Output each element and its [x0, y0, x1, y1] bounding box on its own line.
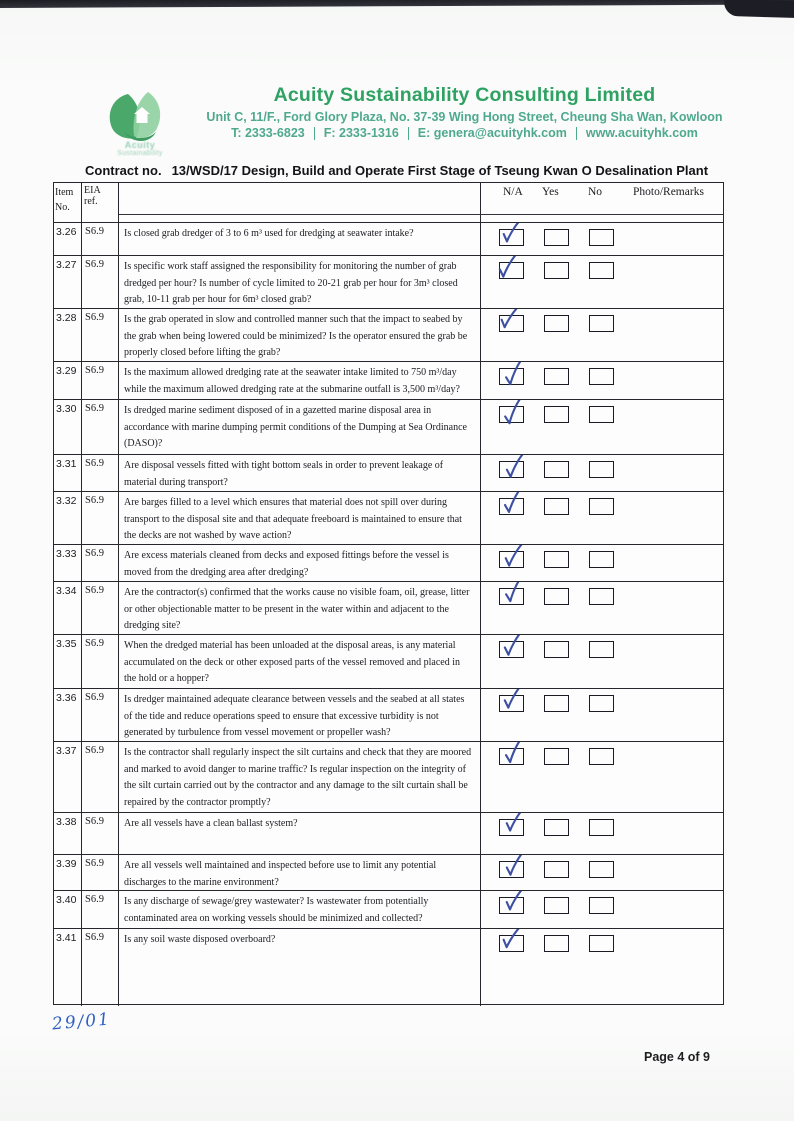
row-item-no: 3.40 — [54, 891, 82, 928]
na-checkbox[interactable] — [499, 229, 524, 246]
row-answers — [481, 400, 723, 454]
table-row — [54, 545, 723, 582]
contract-title — [85, 163, 708, 178]
row-item-no: 3.41 — [54, 929, 82, 1006]
row-eia-ref: S6.9 — [82, 813, 119, 854]
row-question: Are disposal vessels fitted with tight bottom seals in order to prevent leakage of material during transport? — [119, 455, 481, 491]
na-checkbox[interactable] — [499, 935, 524, 952]
row-question: Are excess materials cleaned from decks and exposed fittings before the vessel is moved from the dredging area after dredging? — [119, 545, 481, 581]
row-item-no: 3.39 — [54, 855, 82, 890]
row-answers — [481, 855, 723, 890]
row-answers — [481, 455, 723, 491]
column-header-eia-ref: EIA ref. — [82, 183, 119, 222]
row-eia-ref: S6.9 — [82, 309, 119, 361]
fax-number: F: 2333-1316 — [323, 126, 399, 140]
row-answers — [481, 362, 723, 399]
row-question: Is dredged marine sediment disposed of in a gazetted marine disposal area in accordance with marine dumping permit conditions of the Dumping at Sea Ordinance (DASO)? — [119, 400, 481, 454]
row-answers — [481, 256, 723, 308]
row-question: Are the contractor(s) confirmed that the works cause no visible foam, oil, grease, litter or other objectionable matter to be present in the water within and adjacent to the dredging site? — [119, 582, 481, 634]
checklist-table — [53, 182, 724, 1005]
logo-caption-line2: Sustainability — [117, 150, 163, 157]
table-row — [54, 855, 723, 891]
yes-checkbox[interactable] — [544, 695, 569, 712]
row-eia-ref: S6.9 — [82, 582, 119, 634]
no-checkbox[interactable] — [589, 748, 614, 765]
row-eia-ref: S6.9 — [82, 223, 119, 255]
no-checkbox[interactable] — [589, 588, 614, 605]
yes-checkbox[interactable] — [544, 935, 569, 952]
row-question: Is any discharge of sewage/grey wastewater? Is wastewater from potentially contaminated area on working vessels should be minimized and collected? — [119, 891, 481, 928]
na-checkbox[interactable] — [499, 897, 524, 914]
row-answers — [481, 689, 723, 741]
header-double-rule — [119, 214, 723, 215]
row-eia-ref: S6.9 — [82, 689, 119, 741]
scan-edge-artifact — [0, 0, 794, 8]
phone-number: T: 2333-6823 — [231, 126, 305, 140]
row-answers — [481, 545, 723, 581]
table-row — [54, 635, 723, 689]
no-checkbox[interactable] — [589, 315, 614, 332]
no-checkbox[interactable] — [589, 551, 614, 568]
column-header-yes: Yes — [542, 186, 559, 198]
row-question: Is dredger maintained adequate clearance between vessels and the seabed at all states of the tide and reduce operations speed to ensure that excessive turbidity is not generated by turbulence from vessel movement or propeller wash? — [119, 689, 481, 741]
row-question: Is the contractor shall regularly inspect the silt curtains and check that they are moored and marked to avoid danger to marine traffic? Is regular inspection on the integrity of the silt curtain carried out by the contractor and any damage to the silt curtain shall be repaired by the contractor promptly? — [119, 742, 481, 812]
letterhead — [80, 84, 734, 164]
yes-checkbox[interactable] — [544, 588, 569, 605]
table-row — [54, 582, 723, 635]
table-row — [54, 455, 723, 492]
letterhead-text — [195, 84, 734, 140]
yes-checkbox[interactable] — [544, 229, 569, 246]
row-question: Is the maximum allowed dredging rate at the seawater intake limited to 750 m³/day while the maximum allowed dredging rate at the submarine outfall is 3,500 m³/day? — [119, 362, 481, 399]
row-question: Are all vessels have a clean ballast system? — [119, 813, 481, 854]
column-header-no: No — [588, 186, 603, 198]
no-checkbox[interactable] — [589, 498, 614, 515]
no-checkbox[interactable] — [589, 897, 614, 914]
company-name: Acuity Sustainability Consulting Limited — [273, 84, 656, 106]
na-checkbox[interactable] — [499, 861, 524, 878]
row-eia-ref: S6.9 — [82, 492, 119, 544]
yes-checkbox[interactable] — [544, 897, 569, 914]
row-question: Is any soil waste disposed overboard? — [119, 929, 481, 1006]
row-eia-ref: S6.9 — [82, 742, 119, 812]
acuity-leaf-logo-icon — [90, 86, 190, 170]
table-row — [54, 362, 723, 400]
yes-checkbox[interactable] — [544, 498, 569, 515]
scan-corner-artifact — [724, 0, 794, 18]
row-answers — [481, 582, 723, 634]
row-eia-ref: S6.9 — [82, 635, 119, 688]
na-checkbox[interactable] — [499, 406, 524, 423]
table-header-row — [54, 183, 723, 223]
table-row — [54, 813, 723, 855]
row-item-no: 3.33 — [54, 545, 82, 581]
row-item-no: 3.28 — [54, 309, 82, 361]
na-checkbox[interactable] — [499, 588, 524, 605]
row-item-no: 3.35 — [54, 635, 82, 688]
na-checkbox[interactable] — [499, 262, 524, 279]
row-item-no: 3.27 — [54, 256, 82, 308]
row-eia-ref: S6.9 — [82, 891, 119, 928]
yes-checkbox[interactable] — [544, 641, 569, 658]
website-url: www.acuityhk.com — [585, 126, 698, 140]
table-row — [54, 256, 723, 309]
row-answers — [481, 492, 723, 544]
row-answers — [481, 223, 723, 255]
yes-checkbox[interactable] — [544, 819, 569, 836]
table-row — [54, 689, 723, 742]
no-checkbox[interactable] — [589, 368, 614, 385]
row-item-no: 3.34 — [54, 582, 82, 634]
yes-checkbox[interactable] — [544, 262, 569, 279]
handwritten-date-note: 29/01 — [51, 1009, 112, 1035]
column-header-item-no: Item No. — [54, 183, 82, 222]
row-answers — [481, 929, 723, 1006]
row-eia-ref: S6.9 — [82, 855, 119, 890]
table-row — [54, 309, 723, 362]
row-question: When the dredged material has been unloaded at the disposal areas, is any material accumulated on the deck or other exposed parts of the vessel removed and placed in the hold or a hopper? — [119, 635, 481, 688]
yes-checkbox[interactable] — [544, 551, 569, 568]
no-checkbox[interactable] — [589, 819, 614, 836]
logo-caption — [94, 140, 186, 157]
na-checkbox[interactable] — [499, 551, 524, 568]
column-header-photo-remarks: Photo/Remarks — [633, 186, 704, 198]
row-eia-ref: S6.9 — [82, 400, 119, 454]
row-eia-ref: S6.9 — [82, 545, 119, 581]
no-checkbox[interactable] — [589, 229, 614, 246]
row-answers — [481, 309, 723, 361]
row-item-no: 3.29 — [54, 362, 82, 399]
na-checkbox[interactable] — [499, 461, 524, 478]
na-checkbox[interactable] — [499, 641, 524, 658]
no-checkbox[interactable] — [589, 461, 614, 478]
table-row — [54, 891, 723, 929]
no-checkbox[interactable] — [589, 935, 614, 952]
na-checkbox[interactable] — [499, 315, 524, 332]
na-checkbox[interactable] — [499, 819, 524, 836]
row-item-no: 3.31 — [54, 455, 82, 491]
column-header-answers — [481, 183, 723, 222]
row-question: Is closed grab dredger of 3 to 6 m³ used for dredging at seawater intake? — [119, 223, 481, 255]
yes-checkbox[interactable] — [544, 861, 569, 878]
row-answers — [481, 891, 723, 928]
row-item-no: 3.38 — [54, 813, 82, 854]
separator — [576, 127, 577, 140]
na-checkbox[interactable] — [499, 498, 524, 515]
table-row — [54, 742, 723, 813]
table-row — [54, 223, 723, 256]
row-question: Is the grab operated in slow and controlled manner such that the impact to seabed by the grab when being lowered could be minimized? Is the operator ensured the grab be properly closed before lifting the grab? — [119, 309, 481, 361]
row-eia-ref: S6.9 — [82, 455, 119, 491]
na-checkbox[interactable] — [499, 368, 524, 385]
row-question: Are barges filled to a level which ensures that material does not spill over during transport to the disposal site and that adequate freeboard is maintained to ensure that the decks are not washed by wave action? — [119, 492, 481, 544]
row-item-no: 3.32 — [54, 492, 82, 544]
yes-checkbox[interactable] — [544, 461, 569, 478]
column-header-na: N/A — [503, 186, 523, 198]
table-body — [54, 223, 723, 1006]
table-row — [54, 492, 723, 545]
table-row — [54, 400, 723, 455]
contract-label: Contract no. — [85, 163, 162, 178]
row-item-no: 3.30 — [54, 400, 82, 454]
row-eia-ref: S6.9 — [82, 929, 119, 1006]
row-item-no: 3.36 — [54, 689, 82, 741]
row-question: Are all vessels well maintained and inspected before use to limit any potential discharges to the marine environment? — [119, 855, 481, 890]
row-answers — [481, 813, 723, 854]
table-row — [54, 929, 723, 1006]
na-checkbox[interactable] — [499, 748, 524, 765]
row-item-no: 3.37 — [54, 742, 82, 812]
no-checkbox[interactable] — [589, 641, 614, 658]
yes-checkbox[interactable] — [544, 406, 569, 423]
no-checkbox[interactable] — [589, 262, 614, 279]
row-eia-ref: S6.9 — [82, 362, 119, 399]
company-contact-line — [195, 126, 734, 140]
yes-checkbox[interactable] — [544, 315, 569, 332]
yes-checkbox[interactable] — [544, 748, 569, 765]
row-answers — [481, 635, 723, 688]
column-header-question — [119, 183, 481, 222]
company-address: Unit C, 11/F., Ford Glory Plaza, No. 37-39 Wing Hong Street, Cheung Sha Wan, Kowloon — [206, 110, 723, 124]
contract-name: 13/WSD/17 Design, Build and Operate First Stage of Tseung Kwan O Desalination Plant — [171, 163, 709, 178]
row-eia-ref: S6.9 — [82, 256, 119, 308]
na-checkbox[interactable] — [499, 695, 524, 712]
separator — [408, 127, 409, 140]
row-answers — [481, 742, 723, 812]
logo-caption-line1: Acuity — [124, 140, 156, 150]
row-item-no: 3.26 — [54, 223, 82, 255]
no-checkbox[interactable] — [589, 406, 614, 423]
yes-checkbox[interactable] — [544, 368, 569, 385]
page-number: Page 4 of 9 — [644, 1050, 710, 1064]
no-checkbox[interactable] — [589, 695, 614, 712]
no-checkbox[interactable] — [589, 861, 614, 878]
email-address: E: genera@acuityhk.com — [417, 126, 567, 140]
separator — [314, 127, 315, 140]
row-question: Is specific work staff assigned the responsibility for monitoring the number of grab dredged per hour? Is number of cycle limited to 20-21 grab per hour for 3m³ closed grab, 10-11 grab per hour for 6m³ closed grab? — [119, 256, 481, 308]
